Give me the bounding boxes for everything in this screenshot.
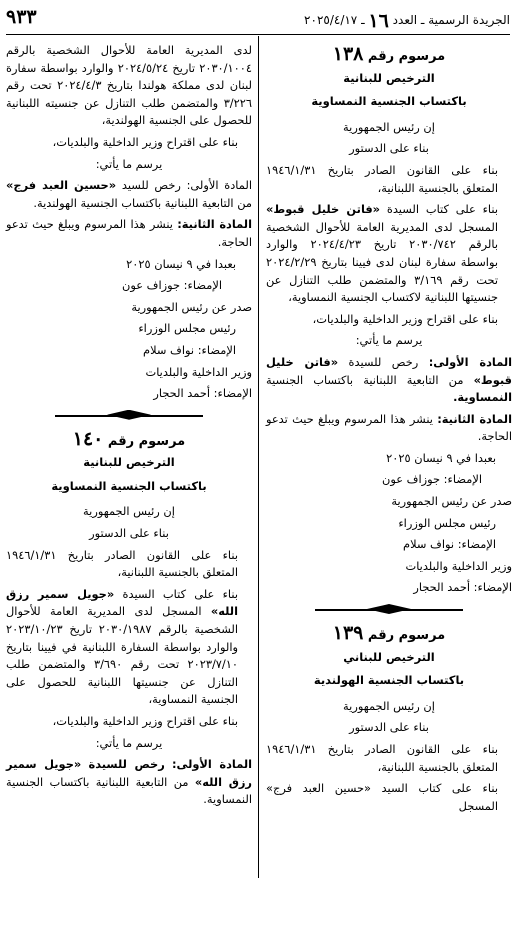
applicant-name: «حسين العبد فرج» (6, 178, 117, 193)
article-2 (266, 411, 512, 446)
left-column (6, 42, 252, 813)
minister-signature: الإمضاء: أحمد الحجار (153, 386, 252, 401)
letter-body: المسجل لدى المديرية العامة للأحوال الشخصية بالرقم ٢٠٣٠/٧٤٢ تاريخ ٢٠٢٤/٤/٢٣ والوارد بواسطة سفارة لبنان لدى فيينا بتاريخ ٢٠٢٤/٢/٢٩ تحت رقم ٣/١٦٩ والمتضمن طلب التنازل عن جنسيتها اللبنانية لاكتساب الجنسية النمساوية، (266, 219, 498, 305)
decree-138-subtitle-1: الترخيص للبنانية (343, 70, 435, 85)
letter-paragraph (6, 586, 252, 709)
president-signature: الإمضاء: جوزاف عون (382, 472, 482, 487)
constitution-line: بناء على الدستور (89, 526, 169, 541)
decrees-line: يرسم ما يأتي: (355, 333, 423, 348)
section-divider (266, 603, 512, 617)
article-text: رخص للسيدة (88, 757, 165, 772)
page-header (6, 6, 510, 32)
article-1 (266, 354, 512, 407)
article-text: من التابعية اللبنانية باكتساب الجنسية الهولندية. (33, 195, 252, 210)
proposal-line: بناء على اقتراح وزير الداخلية والبلديات، (52, 134, 238, 149)
decree-139-subtitle-1: الترخيص للبناني (343, 649, 435, 664)
decree-title-text: مرسوم رقم (367, 49, 446, 64)
law-paragraph: بناء على القانون الصادر بتاريخ ١٩٤٦/١/٣١ المتعلق بالجنسية اللبنانية، (266, 742, 498, 774)
minister: وزير الداخلية والبلديات (145, 364, 252, 379)
journal-name: الجريدة الرسمية ـ العدد (392, 13, 510, 27)
decrees-line: يرسم ما يأتي: (95, 735, 163, 750)
article-text: ينشر هذا المرسوم ويبلغ حيث تدعو الحاجة. (6, 217, 252, 249)
decrees-line: يرسم ما يأتي: (95, 156, 163, 171)
prime-minister-signature: الإمضاء: نواف سلام (403, 537, 496, 552)
decree-number: ١٣٨ (332, 43, 364, 65)
article-label: المادة الثانية: (177, 217, 252, 232)
decree-140-title (6, 427, 252, 451)
signing-date: بعبدا في ٩ نيسان ٢٠٢٥ (386, 450, 496, 465)
president-line: إن رئيس الجمهورية (343, 698, 435, 713)
column-divider (258, 36, 259, 878)
letter-intro: بناء على كتاب السيدة (122, 586, 238, 601)
law-paragraph: بناء على القانون الصادر بتاريخ ١٩٤٦/١/٣١ المتعلق بالجنسية اللبنانية، (266, 162, 498, 195)
article-text: رخص للسيد (121, 178, 181, 193)
article-label: المادة الثانية: (437, 411, 512, 426)
proposal-line: بناء على اقتراح وزير الداخلية والبلديات، (312, 311, 498, 326)
decree-140-subtitle-2: باكتساب الجنسية النمساوية (51, 478, 207, 493)
constitution-line: بناء على الدستور (349, 720, 429, 735)
nationality: النمساوية. (453, 390, 512, 405)
issue-number: ١٦ (368, 10, 389, 32)
article-2 (6, 216, 252, 251)
law-paragraph: بناء على القانون الصادر بتاريخ ١٩٤٦/١/٣١ المتعلق بالجنسية اللبنانية، (6, 547, 238, 580)
applicant-name: «جويل سمير رزق الله» (6, 757, 252, 789)
letter-continuation: لدى المديرية العامة للأحوال الشخصية بالرقم ٢٠٣٠/١٠٠٤ تاريخ ٢٠٢٤/٥/٢٤ والوارد بواسطة سفارة لبنان لدى مملكة هولندا بتاريخ ٢٠٢٤/٤/٣ تحت رقم ٣/٢٢٦ والمتضمن طلب التنازل عن جنسيته اللبنانية للحصول على الجنسية الهولندية، (6, 43, 252, 128)
prime-minister: رئيس مجلس الوزراء (398, 515, 496, 530)
article-1 (6, 756, 252, 809)
article-text: من التابعية اللبنانية باكتساب الجنسية (266, 372, 464, 387)
decree-138-title (266, 43, 512, 66)
letter-intro: بناء على كتاب السيدة (386, 202, 499, 217)
issued-by: صدر عن رئيس الجمهورية (131, 299, 252, 314)
decree-number: ١٣٩ (332, 622, 364, 645)
right-column (266, 42, 512, 819)
article-1 (6, 177, 252, 212)
constitution-line: بناء على الدستور (349, 141, 429, 156)
president-signature: الإمضاء: جوزاف عون (122, 278, 222, 293)
decree-139-title (266, 622, 512, 645)
header-title (304, 10, 510, 32)
prime-minister-signature: الإمضاء: نواف سلام (143, 342, 236, 357)
decree-140-subtitle-1: الترخيص للبنانية (83, 455, 175, 470)
prime-minister: رئيس مجلس الوزراء (138, 321, 236, 336)
proposal-line: بناء على اقتراح وزير الداخلية والبلديات، (52, 714, 238, 728)
letter-body: المسجل لدى المديرية العامة للأحوال الشخصية بالرقم ٢٠٣٠/١٩٨٧ تاريخ ٢٠٢٣/١٠/٢٣ والوارد بواسطة السفارة اللبنانية في فيينا بتاريخ ٢٠٢٣/٧/١٠ تحت رقم ٣/٦٩٠ والمتضمن طلب التنازل عن جنسيتها اللبنانية للحصول على الجنسية النمساوية، (6, 604, 238, 707)
issued-by: صدر عن رئيس الجمهورية (391, 494, 512, 509)
article-label: المادة الأولى: (428, 354, 513, 369)
decree-138-subtitle-2: باكتساب الجنسية النمساوية (311, 94, 467, 109)
applicant-name: «فاتن خليل قبوط» (266, 202, 381, 217)
article-label: المادة الأولى: (186, 178, 252, 193)
article-label: المادة الأولى: (171, 757, 253, 772)
applicant-name: «جويل سمير رزق الله» (6, 586, 238, 619)
decree-title-text: مرسوم رقم (367, 628, 446, 644)
header-rule (6, 34, 510, 35)
issue-date: ـ ٢٠٢٥/٤/١٧ (304, 13, 365, 27)
decree-title-text: مرسوم رقم (107, 433, 186, 449)
signing-date: بعبدا في ٩ نيسان ٢٠٢٥ (126, 256, 236, 271)
president-line: إن رئيس الجمهورية (83, 504, 175, 519)
article-text: من التابعية اللبنانية باكتساب الجنسية النمساوية. (6, 774, 252, 807)
applicant-name: «فاتن خليل قبوط» (266, 354, 513, 387)
page-number: ٩٣٣ (6, 6, 37, 28)
minister-signature: الإمضاء: أحمد الحجار (413, 580, 512, 595)
article-text: ينشر هذا المرسوم ويبلغ حيث تدعو الحاجة. (266, 411, 512, 444)
letter-paragraph: بناء على كتاب السيد «حسين العبد فرج» المسجل (266, 781, 498, 813)
president-line: إن رئيس الجمهورية (343, 119, 435, 134)
article-text: رخص للسيدة (348, 354, 419, 369)
decree-139-subtitle-2: باكتساب الجنسية الهولندية (313, 673, 465, 688)
letter-paragraph (266, 201, 512, 307)
section-divider (6, 409, 252, 423)
decree-number: ١٤٠ (72, 427, 104, 450)
minister: وزير الداخلية والبلديات (405, 558, 512, 573)
